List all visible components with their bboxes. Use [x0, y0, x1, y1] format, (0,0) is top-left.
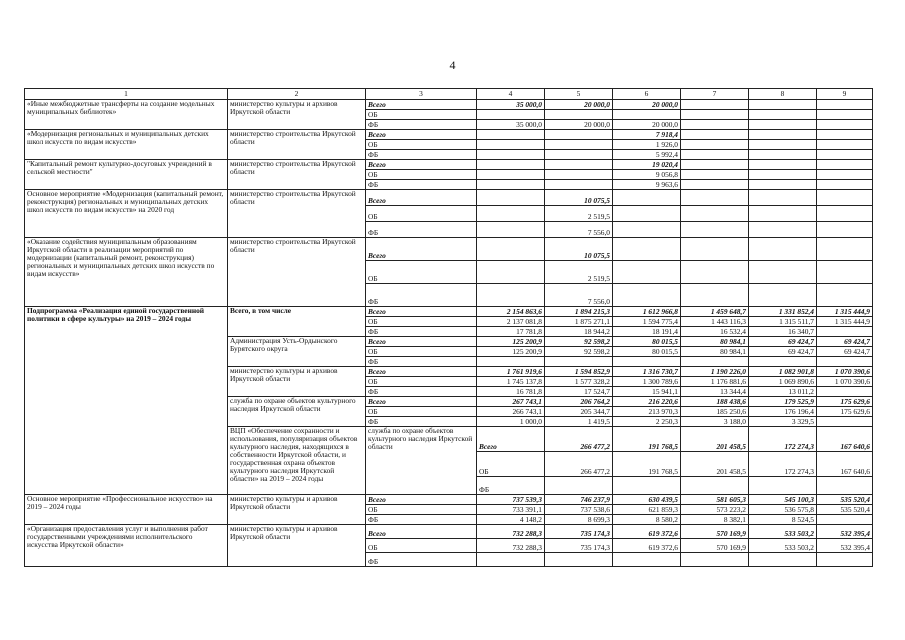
amount-cell [477, 160, 545, 170]
amount-cell [681, 553, 749, 567]
executor-name: министерство строительства Иркутской области [228, 238, 366, 307]
funding-source: ФБ [366, 387, 477, 397]
amount-cell [681, 284, 749, 307]
amount-cell: 175 629,6 [817, 397, 873, 407]
amount-cell: 10 075,5 [545, 190, 613, 206]
amount-cell: 732 288,3 [477, 525, 545, 539]
funding-source: Всего [366, 190, 477, 206]
funding-source: ОБ [366, 407, 477, 417]
funding-source: ОБ [366, 347, 477, 357]
table-row [25, 100, 873, 110]
funding-source: Всего [366, 160, 477, 170]
amount-cell: 735 174,3 [545, 525, 613, 539]
amount-cell [545, 180, 613, 190]
amount-cell [749, 100, 817, 110]
funding-source: ОБ [366, 140, 477, 150]
amount-cell: 1 443 116,3 [681, 317, 749, 327]
executor-name: министерство строительства Иркутской области [228, 160, 366, 190]
amount-cell: 1 070 390,6 [817, 377, 873, 387]
amount-cell [545, 110, 613, 120]
activity-name: Основное мероприятие «Модернизация (капитальный ремонт, реконструкция) региональных и муниципальных детских школ искусств по видам искусств» на 2020 год [25, 190, 228, 238]
amount-cell [817, 180, 873, 190]
amount-cell [681, 206, 749, 222]
amount-cell [613, 238, 681, 261]
amount-cell: 92 598,2 [545, 347, 613, 357]
amount-cell: 1 875 271,1 [545, 317, 613, 327]
amount-cell [817, 140, 873, 150]
executor-name: министерство культуры и архивов Иркутской области [228, 100, 366, 130]
amount-cell [681, 238, 749, 261]
amount-cell: 15 941,1 [613, 387, 681, 397]
funding-source: Всего [366, 337, 477, 347]
executor-name: министерство культуры и архивов Иркутской области [228, 525, 366, 567]
column-header: 6 [613, 89, 681, 100]
amount-cell [681, 222, 749, 238]
table-row [25, 495, 873, 505]
amount-cell: 213 970,3 [613, 407, 681, 417]
amount-cell [817, 150, 873, 160]
amount-cell: 1 315 444,9 [817, 307, 873, 317]
amount-cell [817, 170, 873, 180]
amount-cell: 536 575,8 [749, 505, 817, 515]
executor-name: служба по охране объектов культурного наследия Иркутской области [366, 427, 477, 495]
table-row [25, 190, 873, 206]
activity-name: «Организация предоставления услуг и выполнения работ государственными учреждениями исполнительского искусства Иркутской области» [25, 525, 228, 567]
funding-source: ФБ [366, 553, 477, 567]
amount-cell [749, 284, 817, 307]
funding-source: ОБ [366, 170, 477, 180]
amount-cell: 80 015,5 [613, 347, 681, 357]
amount-cell: 3 329,5 [749, 417, 817, 427]
amount-cell: 16 532,4 [681, 327, 749, 337]
column-header: 3 [366, 89, 477, 100]
amount-cell: 619 372,6 [613, 539, 681, 553]
activity-name: Подпрограмма «Реализация единой государственной политики в сфере культуры» на 2019 – 2024 годы [25, 307, 228, 495]
page-number: 4 [449, 58, 456, 72]
amount-cell [477, 170, 545, 180]
amount-cell: 125 200,9 [477, 347, 545, 357]
amount-cell [749, 261, 817, 284]
amount-cell [749, 357, 817, 367]
amount-cell [817, 190, 873, 206]
amount-cell: 1 316 730,7 [613, 367, 681, 377]
amount-cell: 1 612 966,8 [613, 307, 681, 317]
amount-cell: 201 458,5 [681, 427, 749, 452]
amount-cell: 1 069 890,6 [749, 377, 817, 387]
amount-cell: 69 424,7 [749, 337, 817, 347]
amount-cell [681, 477, 749, 495]
funding-source: Всего [366, 495, 477, 505]
funding-source: ФБ [366, 150, 477, 160]
amount-cell [749, 180, 817, 190]
header-row [25, 89, 873, 100]
amount-cell: 69 424,7 [817, 347, 873, 357]
column-header: 2 [228, 89, 366, 100]
activity-name: "Капитальный ремонт культурно-досуговых учреждений в сельской местности" [25, 160, 228, 190]
amount-cell [817, 357, 873, 367]
amount-cell: 1 331 852,4 [749, 307, 817, 317]
amount-cell: 20 000,0 [613, 120, 681, 130]
amount-cell [545, 477, 613, 495]
activity-name: «Оказание содействия муниципальным образованиям Иркутской области в реализации мероприятий по модернизации (капитальный ремонт, реконструкция) региональных и муниципальных детских школ искусств по видам искусств» [25, 238, 228, 307]
amount-cell: 7 918,4 [613, 130, 681, 140]
amount-cell: 206 764,2 [545, 397, 613, 407]
amount-cell [749, 206, 817, 222]
amount-cell: 621 859,3 [613, 505, 681, 515]
funding-source: ФБ [366, 417, 477, 427]
amount-cell: 1 419,5 [545, 417, 613, 427]
amount-cell [817, 120, 873, 130]
amount-cell: 13 344,4 [681, 387, 749, 397]
funding-source: ФБ [366, 222, 477, 238]
amount-cell [817, 130, 873, 140]
funding-source: ФБ [366, 515, 477, 525]
amount-cell [681, 110, 749, 120]
amount-cell: 13 011,2 [749, 387, 817, 397]
amount-cell [749, 120, 817, 130]
amount-cell [477, 357, 545, 367]
amount-cell [817, 284, 873, 307]
executor-name: министерство культуры и архивов Иркутской области [228, 367, 366, 397]
amount-cell: 125 200,9 [477, 337, 545, 347]
amount-cell: 1 761 919,6 [477, 367, 545, 377]
amount-cell: 535 520,4 [817, 495, 873, 505]
amount-cell [545, 553, 613, 567]
funding-source: Всего [366, 238, 477, 261]
amount-cell: 7 556,0 [545, 284, 613, 307]
amount-cell [817, 327, 873, 337]
amount-cell: 17 781,8 [477, 327, 545, 337]
amount-cell: 8 382,1 [681, 515, 749, 525]
amount-cell [681, 261, 749, 284]
amount-cell: 1 315 511,7 [749, 317, 817, 327]
amount-cell [477, 222, 545, 238]
activity-name: «Иные межбюджетные трансферты на создание модельных муниципальных библиотек» [25, 100, 228, 130]
table-row [25, 130, 873, 140]
amount-cell [749, 140, 817, 150]
amount-cell: 20 000,0 [545, 100, 613, 110]
amount-cell [817, 222, 873, 238]
amount-cell: 179 525,9 [749, 397, 817, 407]
amount-cell: 9 056,8 [613, 170, 681, 180]
funding-source: Всего [366, 100, 477, 110]
amount-cell [681, 180, 749, 190]
amount-cell [613, 477, 681, 495]
column-header: 9 [817, 89, 873, 100]
amount-cell: 1 594 775,4 [613, 317, 681, 327]
amount-cell: 532 395,4 [817, 539, 873, 553]
table-row [25, 525, 873, 539]
amount-cell [817, 553, 873, 567]
funding-source: ФБ [366, 180, 477, 190]
amount-cell [749, 553, 817, 567]
activity-name: ВЦП «Обеспечение сохранности и использования, популяризация объектов культурного наследия, находящихся в собственности Иркутской области, и государственная охрана объектов культурного наследия Иркутской области» на 2019 – 2024 годы [228, 427, 366, 495]
amount-cell [681, 120, 749, 130]
amount-cell: 732 288,3 [477, 539, 545, 553]
funding-source: ОБ [366, 206, 477, 222]
amount-cell [681, 100, 749, 110]
amount-cell: 1 176 881,6 [681, 377, 749, 387]
executor-name: Администрация Усть-Ордынского Бурятского округа [228, 337, 366, 367]
amount-cell: 185 250,6 [681, 407, 749, 417]
amount-cell: 19 020,4 [613, 160, 681, 170]
amount-cell [817, 477, 873, 495]
amount-cell: 630 439,5 [613, 495, 681, 505]
amount-cell: 1 082 901,8 [749, 367, 817, 377]
amount-cell: 167 640,6 [817, 452, 873, 477]
executor-name: министерство строительства Иркутской области [228, 190, 366, 238]
amount-cell [681, 170, 749, 180]
amount-cell: 266 477,2 [545, 427, 613, 452]
amount-cell [477, 180, 545, 190]
amount-cell: 746 237,9 [545, 495, 613, 505]
amount-cell [817, 110, 873, 120]
executor-name: министерство строительства Иркутской области [228, 130, 366, 160]
funding-source: ФБ [366, 284, 477, 307]
amount-cell [817, 160, 873, 170]
amount-cell: 16 781,8 [477, 387, 545, 397]
amount-cell [477, 140, 545, 150]
funding-source: ОБ [366, 261, 477, 284]
funding-source: ФБ [366, 357, 477, 367]
amount-cell [817, 515, 873, 525]
funding-source: ОБ [366, 505, 477, 515]
amount-cell: 737 539,3 [477, 495, 545, 505]
amount-cell [545, 160, 613, 170]
amount-cell [613, 110, 681, 120]
amount-cell [749, 238, 817, 261]
amount-cell [681, 150, 749, 160]
amount-cell: 9 963,6 [613, 180, 681, 190]
funding-source: Всего [366, 367, 477, 377]
amount-cell: 1 000,0 [477, 417, 545, 427]
funding-source: Всего [366, 397, 477, 407]
amount-cell: 167 640,6 [817, 427, 873, 452]
amount-cell [613, 222, 681, 238]
amount-cell: 18 944,2 [545, 327, 613, 337]
amount-cell [613, 261, 681, 284]
amount-cell: 1 300 789,6 [613, 377, 681, 387]
amount-cell [681, 130, 749, 140]
executor-name: министерство культуры и архивов Иркутской области [228, 495, 366, 525]
amount-cell: 737 538,6 [545, 505, 613, 515]
amount-cell [681, 140, 749, 150]
amount-cell: 619 372,6 [613, 525, 681, 539]
amount-cell [749, 160, 817, 170]
executor-name: Всего, в том числе [228, 307, 366, 337]
funding-source: Всего [366, 307, 477, 317]
funding-source: Всего [366, 525, 477, 539]
amount-cell [613, 206, 681, 222]
amount-cell [477, 190, 545, 206]
amount-cell [477, 553, 545, 567]
amount-cell: 80 015,5 [613, 337, 681, 347]
amount-cell: 2 137 081,8 [477, 317, 545, 327]
amount-cell: 533 503,2 [749, 525, 817, 539]
amount-cell: 8 580,2 [613, 515, 681, 525]
amount-cell: 532 395,4 [817, 525, 873, 539]
amount-cell [749, 190, 817, 206]
amount-cell: 2 154 863,6 [477, 307, 545, 317]
amount-cell [613, 284, 681, 307]
amount-cell [477, 206, 545, 222]
amount-cell: 172 274,3 [749, 427, 817, 452]
amount-cell [681, 160, 749, 170]
amount-cell: 8 699,3 [545, 515, 613, 525]
funding-source: ОБ [366, 110, 477, 120]
amount-cell: 188 438,6 [681, 397, 749, 407]
table-body [25, 89, 873, 567]
amount-cell: 1 190 226,0 [681, 367, 749, 377]
amount-cell [681, 357, 749, 367]
amount-cell: 20 000,0 [613, 100, 681, 110]
funding-source: Всего [477, 427, 545, 452]
amount-cell: 17 524,7 [545, 387, 613, 397]
table-row [25, 238, 873, 261]
amount-cell: 80 984,1 [681, 347, 749, 357]
amount-cell: 35 000,0 [477, 100, 545, 110]
funding-source: ФБ [477, 477, 545, 495]
amount-cell: 176 196,4 [749, 407, 817, 417]
amount-cell [545, 150, 613, 160]
amount-cell [817, 206, 873, 222]
amount-cell: 1 926,0 [613, 140, 681, 150]
amount-cell [817, 387, 873, 397]
amount-cell [749, 110, 817, 120]
amount-cell [749, 222, 817, 238]
amount-cell [749, 477, 817, 495]
amount-cell [545, 140, 613, 150]
amount-cell: 581 605,3 [681, 495, 749, 505]
amount-cell [477, 110, 545, 120]
amount-cell [749, 150, 817, 160]
table-row [25, 307, 873, 317]
amount-cell: 545 100,3 [749, 495, 817, 505]
amount-cell: 10 075,5 [545, 238, 613, 261]
amount-cell [477, 261, 545, 284]
amount-cell: 69 424,7 [749, 347, 817, 357]
amount-cell: 1 894 215,3 [545, 307, 613, 317]
amount-cell: 266 743,1 [477, 407, 545, 417]
amount-cell: 570 169,9 [681, 525, 749, 539]
amount-cell: 1 745 137,8 [477, 377, 545, 387]
amount-cell: 216 220,6 [613, 397, 681, 407]
amount-cell: 35 000,0 [477, 120, 545, 130]
amount-cell [613, 553, 681, 567]
amount-cell: 69 424,7 [817, 337, 873, 347]
amount-cell: 80 984,1 [681, 337, 749, 347]
amount-cell: 266 477,2 [545, 452, 613, 477]
amount-cell: 1 459 648,7 [681, 307, 749, 317]
executor-name: служба по охране объектов культурного наследия Иркутской области [228, 397, 366, 427]
column-header: 7 [681, 89, 749, 100]
amount-cell: 2 519,5 [545, 261, 613, 284]
amount-cell: 5 992,4 [613, 150, 681, 160]
table-row [25, 160, 873, 170]
amount-cell: 201 458,5 [681, 452, 749, 477]
amount-cell: 172 274,3 [749, 452, 817, 477]
amount-cell [477, 150, 545, 160]
amount-cell [477, 284, 545, 307]
column-header: 5 [545, 89, 613, 100]
amount-cell: 267 743,1 [477, 397, 545, 407]
funding-source: ФБ [366, 120, 477, 130]
amount-cell [681, 190, 749, 206]
amount-cell: 8 524,5 [749, 515, 817, 525]
amount-cell [545, 357, 613, 367]
amount-cell: 1 594 852,9 [545, 367, 613, 377]
amount-cell: 18 191,4 [613, 327, 681, 337]
amount-cell: 191 768,5 [613, 427, 681, 452]
column-header: 1 [25, 89, 228, 100]
column-header: 8 [749, 89, 817, 100]
amount-cell: 735 174,3 [545, 539, 613, 553]
funding-source: ФБ [366, 327, 477, 337]
amount-cell: 3 188,0 [681, 417, 749, 427]
funding-source: ОБ [477, 452, 545, 477]
column-header: 4 [477, 89, 545, 100]
amount-cell [749, 170, 817, 180]
amount-cell [749, 130, 817, 140]
amount-cell: 16 340,7 [749, 327, 817, 337]
amount-cell [613, 190, 681, 206]
amount-cell: 1 577 328,2 [545, 377, 613, 387]
amount-cell: 205 344,7 [545, 407, 613, 417]
activity-name: «Модернизация региональных и муниципальных детских школ искусств по видам искусств» [25, 130, 228, 160]
amount-cell [477, 130, 545, 140]
amount-cell: 175 629,6 [817, 407, 873, 417]
funding-source: ОБ [366, 317, 477, 327]
funding-source: ОБ [366, 377, 477, 387]
amount-cell: 733 391,1 [477, 505, 545, 515]
program-finance-table [24, 88, 873, 567]
amount-cell: 535 520,4 [817, 505, 873, 515]
amount-cell [613, 357, 681, 367]
amount-cell: 191 768,5 [613, 452, 681, 477]
amount-cell [817, 261, 873, 284]
amount-cell: 2 250,3 [613, 417, 681, 427]
amount-cell: 533 503,2 [749, 539, 817, 553]
amount-cell: 1 315 444,9 [817, 317, 873, 327]
amount-cell [477, 238, 545, 261]
funding-source: Всего [366, 130, 477, 140]
amount-cell [817, 100, 873, 110]
activity-name: Основное мероприятие «Профессиональное искусство» на 2019 – 2024 годы [25, 495, 228, 525]
amount-cell: 1 070 390,6 [817, 367, 873, 377]
amount-cell [545, 130, 613, 140]
amount-cell [545, 170, 613, 180]
amount-cell: 4 148,2 [477, 515, 545, 525]
funding-source: ОБ [366, 539, 477, 553]
amount-cell: 2 519,5 [545, 206, 613, 222]
amount-cell [817, 238, 873, 261]
amount-cell: 7 556,0 [545, 222, 613, 238]
amount-cell [817, 417, 873, 427]
amount-cell: 573 223,2 [681, 505, 749, 515]
amount-cell: 20 000,0 [545, 120, 613, 130]
amount-cell: 92 598,2 [545, 337, 613, 347]
amount-cell: 570 169,9 [681, 539, 749, 553]
